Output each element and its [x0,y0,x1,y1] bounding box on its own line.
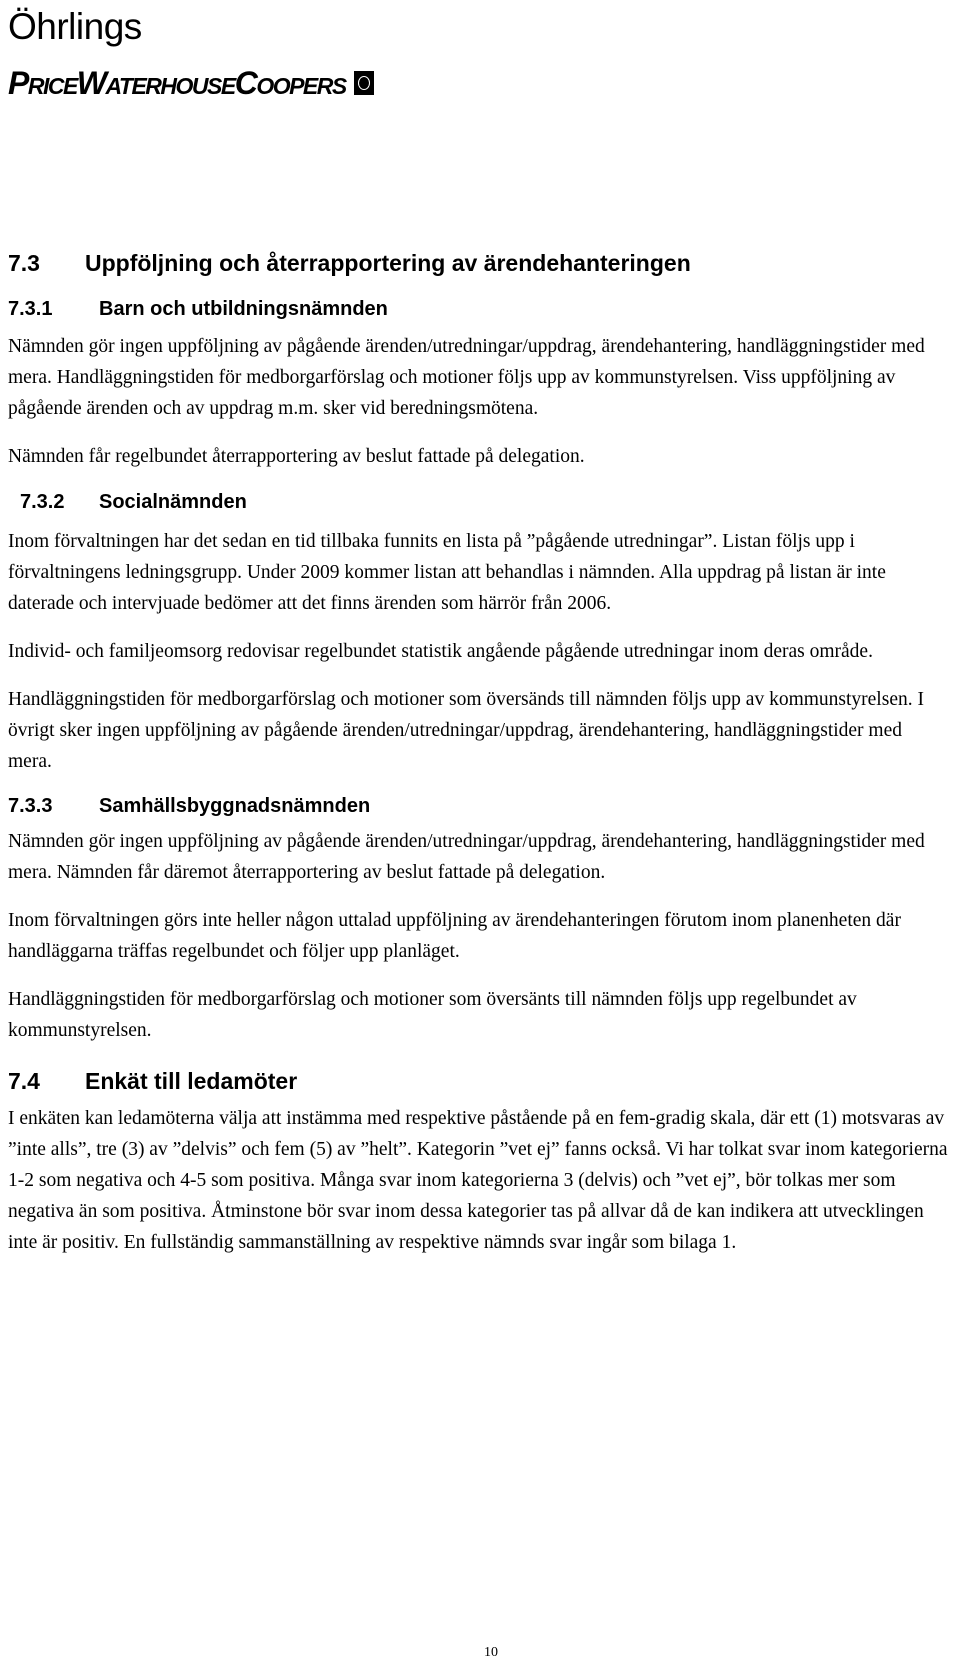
paragraph: I enkäten kan ledamöterna välja att instämma med respektive påstående på en fem-gradig skala, där ett (1) motsvaras av ”inte alls”, tre (3) av ”delvis” och fem (5) av ”helt”. Kategorin ”vet ej” fanns också. Vi har tolkat svar inom kategorierna 1-2 som negativa och 4-5 som positiva. Många svar inom kategorierna 3 (delvis) och ”vet ej”, bör tolkas mer som negativa än som positiva. Åtminstone bör svar inom dessa kategorier tas på allvar då de kan indikera att utvecklingen inte är positiv. En fullständig sammanställning av respektive nämnds svar ingår som bilaga 1. [8,1108,948,1253]
page-number: 10 [484,1645,498,1660]
heading-title: Samhällsbyggnadsnämnden [99,795,371,817]
heading-number: 7.3 [8,250,40,276]
brand-pwc-logo [8,67,374,99]
paragraph: Handläggningstiden för medborgarförslag och motioner som översänts till nämnden följs upp regelbundet av kommunstyrelsen. [8,989,857,1041]
heading-number: 7.3.3 [8,795,53,817]
heading-7-4 [8,1068,948,1095]
heading-7-3 [8,250,948,277]
heading-7-3-3 [8,795,948,818]
paragraph: Nämnden får regelbundet återrapportering av beslut fattade på delegation. [8,446,585,467]
paragraph: Inom förvaltningen görs inte heller någon uttalad uppföljning av ärendehanteringen förutom inom planenheten där handläggarna träffas regelbundet och följer upp planläget. [8,910,901,962]
heading-number: 7.3.1 [8,298,53,320]
paragraph: Nämnden gör ingen uppföljning av pågående ärenden/utredningar/uppdrag, ärendehantering, handläggningstider med mera. Handläggningstiden för medborgarförslag och motioner följs upp av kommunstyrelsen. Viss uppföljning av pågående ärenden och av uppdrag m.m. sker vid beredningsmötena. [8,336,925,419]
heading-title: Socialnämnden [99,491,247,513]
paragraph: Nämnden gör ingen uppföljning av pågående ärenden/utredningar/uppdrag, ärendehantering, handläggningstider med mera. Nämnden får däremot återrapportering av beslut fattade på delegation. [8,831,925,883]
heading-title: Enkät till ledamöter [85,1068,298,1094]
heading-number: 7.4 [8,1068,40,1094]
brand-ohrlings: Öhrlings [8,6,142,47]
pwc-seal-icon [354,71,374,95]
heading-7-3-1 [8,298,948,321]
document-body [8,250,948,1258]
heading-title: Barn och utbildningsnämnden [99,298,388,320]
heading-title: Uppföljning och återrapportering av ärendehanteringen [85,250,691,276]
heading-7-3-2 [8,491,948,514]
heading-number: 7.3.2 [20,491,65,513]
paragraph: Inom förvaltningen har det sedan en tid tillbaka funnits en lista på ”pågående utredningar”. Listan följs upp i förvaltningens ledningsgrupp. Under 2009 kommer listan att behandlas i nämnden. Alla uppdrag på listan är inte daterade och intervjuade bedömer att det finns ärenden som härrör från 2006. [8,531,886,614]
brand-pwc-wordmark: PRICEWATERHOUSECOOPERS [8,65,346,101]
paragraph: Individ- och familjeomsorg redovisar regelbundet statistik angående pågående utredningar inom deras område. [8,641,873,662]
paragraph: Handläggningstiden för medborgarförslag och motioner som översänds till nämnden följs upp av kommunstyrelsen. I övrigt sker ingen uppföljning av pågående ärenden/utredningar/uppdrag, ärendehantering, handläggningstider med mera. [8,689,924,772]
document-header [8,0,374,99]
